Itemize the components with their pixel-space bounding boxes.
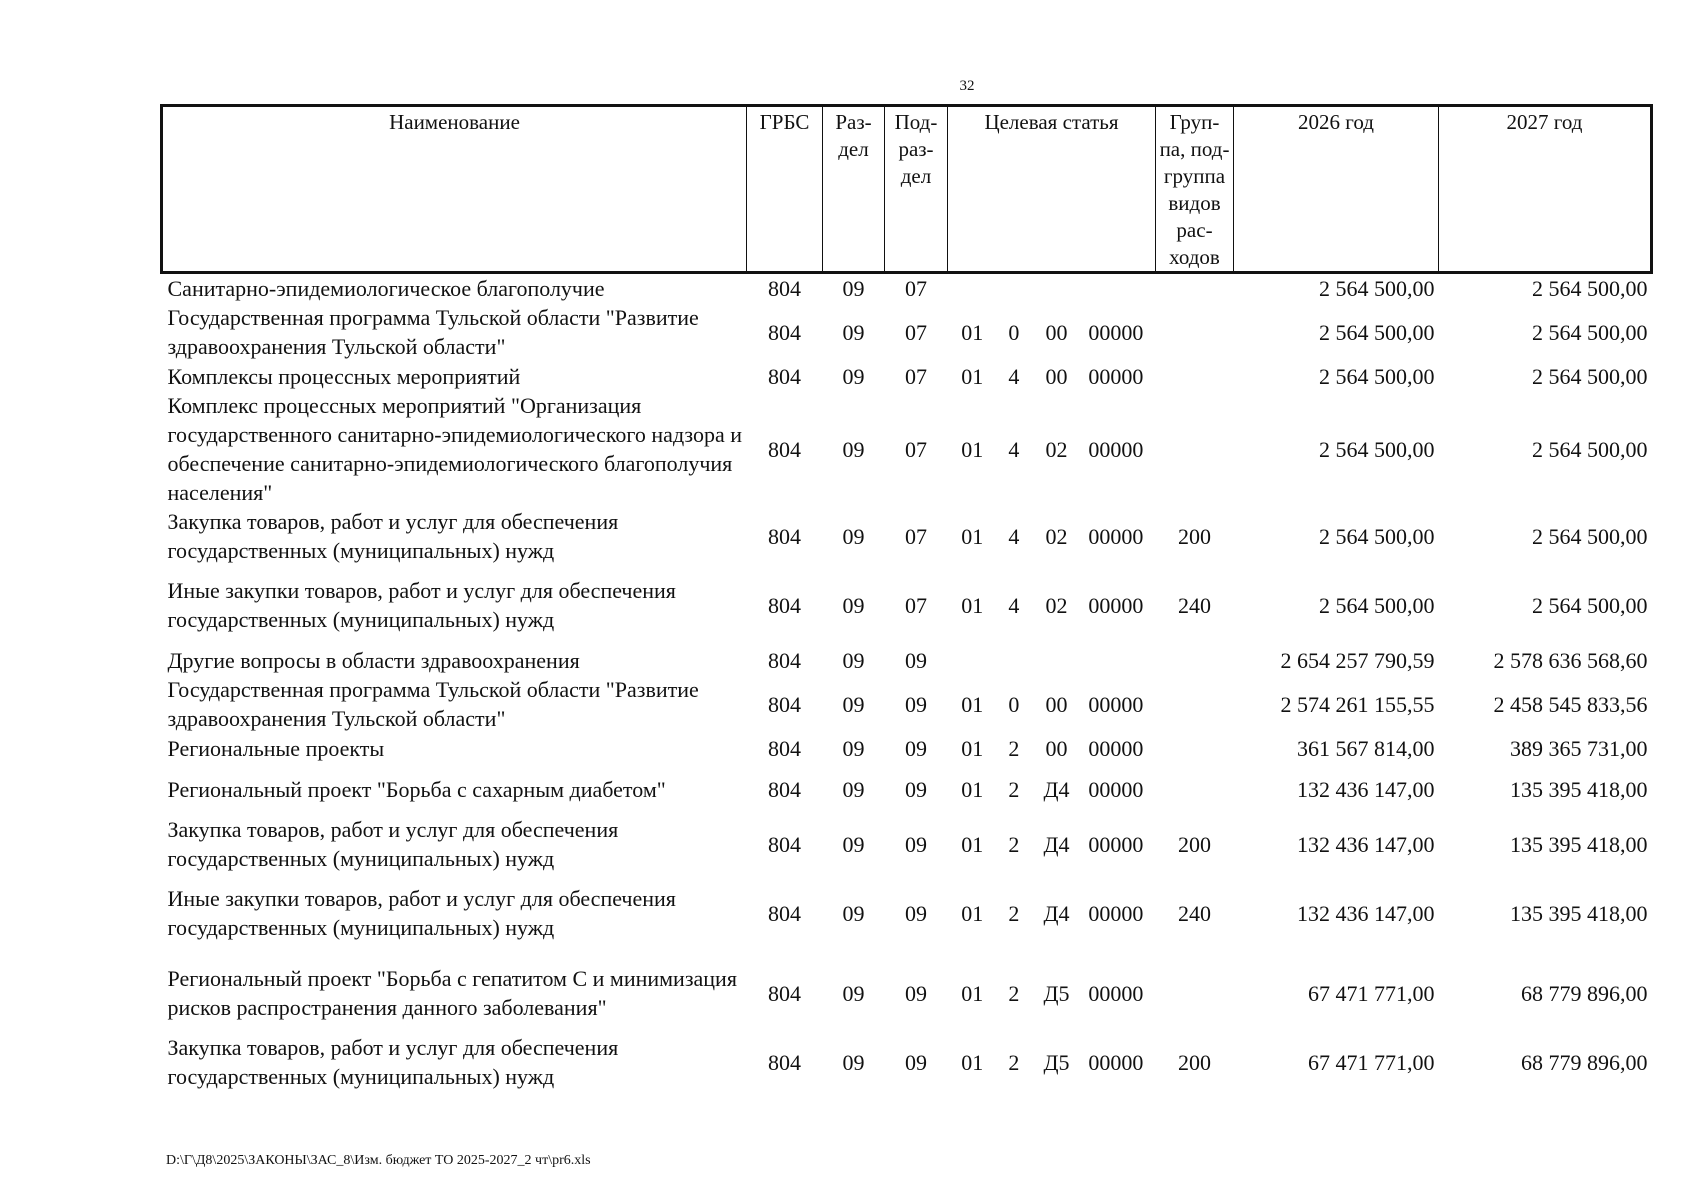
row-amount-2026: 2 564 500,00: [1319, 592, 1435, 618]
row-tselevaya-statya: [948, 273, 1156, 304]
row-tselevaya-statya: [948, 303, 1156, 361]
row-amount-2026: 132 436 147,00: [1297, 831, 1435, 857]
budget-table: [160, 104, 1653, 1091]
row-vid-rashodov: 200: [1178, 831, 1211, 857]
cs-program: 01: [961, 691, 984, 717]
row-grbs: 804: [768, 1049, 801, 1075]
row-razdel: 09: [842, 592, 865, 618]
row-amount-2026: 67 471 771,00: [1308, 980, 1435, 1006]
cs-type: 0: [1008, 319, 1020, 345]
cs-program: 01: [961, 776, 984, 802]
row-podrazdel: 07: [905, 276, 927, 301]
row-amount-2027: 68 779 896,00: [1521, 980, 1648, 1006]
cs-structural: 00: [1045, 691, 1068, 717]
row-tselevaya-statya: [948, 1033, 1156, 1091]
row-amount-2026: 67 471 771,00: [1308, 1049, 1435, 1075]
table-row: [162, 1033, 1652, 1091]
cs-structural: Д4: [1043, 900, 1070, 926]
cs-structural: Д4: [1043, 776, 1070, 802]
row-podrazdel: 09: [905, 735, 927, 761]
row-grbs: 804: [768, 436, 801, 462]
cs-program: 01: [961, 1049, 984, 1075]
row-vid-rashodov: 240: [1178, 900, 1211, 926]
row-razdel: 09: [842, 647, 865, 673]
table-row: [162, 391, 1652, 507]
header-gruppa-vidov-rashodov: Груп- па, под- группа видов рас- ходов: [1156, 106, 1234, 273]
row-amount-2027: 135 395 418,00: [1510, 776, 1648, 802]
row-grbs: 804: [768, 523, 801, 549]
row-grbs: 804: [768, 276, 801, 301]
row-tselevaya-statya: [948, 815, 1156, 873]
cs-program: 01: [961, 363, 984, 389]
row-razdel: 09: [842, 276, 865, 301]
row-grbs: 804: [768, 831, 801, 857]
row-razdel: 09: [842, 436, 865, 462]
row-razdel: 09: [842, 900, 865, 926]
row-razdel: 09: [842, 735, 865, 761]
header-grbs: ГРБС: [747, 106, 823, 273]
row-grbs: 804: [768, 735, 801, 761]
row-vid-rashodov: [1156, 361, 1234, 391]
row-amount-2027: 2 564 500,00: [1532, 276, 1648, 301]
table-row: [162, 361, 1652, 391]
header-2026: 2026 год: [1234, 106, 1439, 273]
table-row: [162, 873, 1652, 953]
row-vid-rashodov: [1156, 953, 1234, 1033]
row-tselevaya-statya: [948, 733, 1156, 763]
row-podrazdel: 09: [905, 647, 927, 673]
header-podrazdel: Под- раз- дел: [885, 106, 948, 273]
header-2027: 2027 год: [1439, 106, 1652, 273]
table-row: [162, 273, 1652, 304]
cs-structural: 00: [1045, 319, 1068, 345]
row-amount-2026: 2 564 500,00: [1319, 319, 1435, 345]
cs-program: 01: [961, 831, 984, 857]
row-tselevaya-statya: [948, 361, 1156, 391]
row-podrazdel: 07: [905, 363, 927, 389]
row-tselevaya-statya: [948, 763, 1156, 815]
row-name: Другие вопросы в области здравоохранения: [167, 647, 580, 673]
header-tselevaya-statya: Целевая статья: [948, 106, 1156, 273]
cs-structural: 02: [1045, 523, 1068, 549]
cs-direction: 00000: [1088, 900, 1144, 926]
cs-direction: 00000: [1088, 980, 1144, 1006]
row-vid-rashodov: [1156, 391, 1234, 507]
table-row: [162, 303, 1652, 361]
cs-structural: 00: [1045, 363, 1068, 389]
file-path: D:\Г\Д8\2025\ЗАКОНЫ\ЗАС_8\Изм. бюджет ТО 2025-2027_2 чт\pr6.xls: [166, 1153, 591, 1168]
row-name: Закупка товаров, работ и услуг для обеспечения государственных (муниципальных) нужд: [167, 817, 619, 871]
row-tselevaya-statya: [948, 873, 1156, 953]
row-amount-2026: 2 654 257 790,59: [1280, 647, 1435, 673]
cs-structural: Д5: [1043, 980, 1070, 1006]
row-vid-rashodov: [1156, 645, 1234, 675]
row-amount-2026: 132 436 147,00: [1297, 776, 1435, 802]
row-name: Комплексы процессных мероприятий: [167, 363, 521, 389]
row-podrazdel: 09: [905, 776, 927, 802]
table-row: [162, 507, 1652, 565]
row-amount-2027: 135 395 418,00: [1510, 831, 1648, 857]
row-name: Закупка товаров, работ и услуг для обеспечения государственных (муниципальных) нужд: [167, 1035, 619, 1089]
row-tselevaya-statya: [948, 391, 1156, 507]
row-podrazdel: 09: [905, 691, 927, 717]
row-tselevaya-statya: [948, 645, 1156, 675]
row-grbs: 804: [768, 592, 801, 618]
row-amount-2026: 2 564 500,00: [1319, 523, 1435, 549]
row-amount-2027: 135 395 418,00: [1510, 900, 1648, 926]
row-vid-rashodov: 200: [1178, 523, 1211, 549]
cs-type: 4: [1008, 523, 1020, 549]
cs-type: 4: [1008, 592, 1020, 618]
page-number-text: 32: [959, 78, 975, 94]
row-name: Иные закупки товаров, работ и услуг для обеспечения государственных (муниципальных) нужд: [167, 886, 676, 940]
cs-program: 01: [961, 523, 984, 549]
row-tselevaya-statya: [948, 507, 1156, 565]
cs-program: 01: [961, 592, 984, 618]
page-number: [0, 78, 1694, 95]
row-amount-2027: 389 365 731,00: [1510, 735, 1648, 761]
row-razdel: 09: [842, 980, 865, 1006]
row-tselevaya-statya: [948, 953, 1156, 1033]
cs-program: 01: [961, 735, 984, 761]
cs-structural: Д4: [1043, 831, 1070, 857]
row-vid-rashodov: [1156, 763, 1234, 815]
table-row: [162, 645, 1652, 675]
table-body: [162, 273, 1652, 1092]
row-amount-2026: 2 574 261 155,55: [1280, 691, 1435, 717]
cs-direction: 00000: [1088, 363, 1144, 389]
row-grbs: 804: [768, 691, 801, 717]
row-amount-2027: 2 458 545 833,56: [1493, 691, 1648, 717]
row-vid-rashodov: [1156, 733, 1234, 763]
row-podrazdel: 07: [905, 523, 927, 549]
row-amount-2026: 2 564 500,00: [1319, 363, 1435, 389]
cs-program: 01: [961, 436, 984, 462]
row-vid-rashodov: 200: [1178, 1049, 1211, 1075]
cs-direction: 00000: [1088, 691, 1144, 717]
cs-structural: Д5: [1043, 1049, 1070, 1075]
cs-direction: 00000: [1088, 735, 1144, 761]
table-row: [162, 763, 1652, 815]
cs-structural: 02: [1045, 592, 1068, 618]
row-podrazdel: 09: [905, 980, 927, 1006]
row-grbs: 804: [768, 776, 801, 802]
cs-direction: 00000: [1088, 592, 1144, 618]
cs-type: 2: [1008, 776, 1020, 802]
row-amount-2027: 2 564 500,00: [1532, 523, 1648, 549]
cs-direction: 00000: [1088, 319, 1144, 345]
row-name: Государственная программа Тульской области "Развитие здравоохранения Тульской области": [167, 677, 699, 731]
row-razdel: 09: [842, 831, 865, 857]
table-row: [162, 733, 1652, 763]
row-amount-2026: 2 564 500,00: [1319, 436, 1435, 462]
cs-direction: 00000: [1088, 523, 1144, 549]
row-podrazdel: 07: [905, 319, 927, 345]
row-amount-2026: 132 436 147,00: [1297, 900, 1435, 926]
row-name: Региональный проект "Борьба с гепатитом С и минимизация рисков распространения данного заболевания": [167, 966, 737, 1020]
row-grbs: 804: [768, 363, 801, 389]
cs-structural: 00: [1045, 735, 1068, 761]
cs-program: 01: [961, 319, 984, 345]
cs-program: 01: [961, 980, 984, 1006]
row-name: Региональный проект "Борьба с сахарным диабетом": [167, 776, 666, 802]
row-name: Комплекс процессных мероприятий "Организация государственного санитарно-эпидемиологического надзора и обеспечение санитарно-эпидемиологического благополучия населения": [167, 393, 743, 505]
row-razdel: 09: [842, 776, 865, 802]
table-row: [162, 953, 1652, 1033]
table-row: [162, 815, 1652, 873]
cs-direction: 00000: [1088, 776, 1144, 802]
budget-sheet: [160, 104, 1650, 1091]
cs-type: 2: [1008, 735, 1020, 761]
header-razdel: Раз- дел: [823, 106, 885, 273]
row-amount-2027: 68 779 896,00: [1521, 1049, 1648, 1075]
row-razdel: 09: [842, 691, 865, 717]
cs-type: 4: [1008, 363, 1020, 389]
row-name: Иные закупки товаров, работ и услуг для обеспечения государственных (муниципальных) нужд: [167, 578, 676, 632]
header-name: Наименование: [162, 106, 747, 273]
cs-direction: 00000: [1088, 1049, 1144, 1075]
row-vid-rashodov: 240: [1178, 592, 1211, 618]
cs-direction: 00000: [1088, 436, 1144, 462]
cs-direction: 00000: [1088, 831, 1144, 857]
row-tselevaya-statya: [948, 675, 1156, 733]
row-grbs: 804: [768, 900, 801, 926]
header-row: [162, 106, 1652, 273]
cs-structural: 02: [1045, 436, 1068, 462]
row-name: Закупка товаров, работ и услуг для обеспечения государственных (муниципальных) нужд: [167, 509, 619, 563]
row-vid-rashodov: [1156, 303, 1234, 361]
row-tselevaya-statya: [948, 565, 1156, 645]
row-podrazdel: 09: [905, 1049, 927, 1075]
row-podrazdel: 09: [905, 900, 927, 926]
cs-type: 0: [1008, 691, 1020, 717]
row-amount-2027: 2 578 636 568,60: [1493, 647, 1648, 673]
row-name: Государственная программа Тульской области "Развитие здравоохранения Тульской области": [167, 305, 699, 359]
row-vid-rashodov: [1156, 675, 1234, 733]
row-amount-2027: 2 564 500,00: [1532, 319, 1648, 345]
row-podrazdel: 07: [905, 592, 927, 618]
cs-type: 4: [1008, 436, 1020, 462]
row-amount-2027: 2 564 500,00: [1532, 363, 1648, 389]
row-podrazdel: 09: [905, 831, 927, 857]
cs-type: 2: [1008, 1049, 1020, 1075]
cs-type: 2: [1008, 831, 1020, 857]
row-razdel: 09: [842, 319, 865, 345]
row-amount-2027: 2 564 500,00: [1532, 592, 1648, 618]
row-name: Региональные проекты: [167, 735, 385, 761]
row-amount-2027: 2 564 500,00: [1532, 436, 1648, 462]
row-grbs: 804: [768, 647, 801, 673]
row-grbs: 804: [768, 980, 801, 1006]
cs-type: 2: [1008, 980, 1020, 1006]
row-podrazdel: 07: [905, 436, 927, 462]
cs-program: 01: [961, 900, 984, 926]
row-name: Санитарно-эпидемиологическое благополучие: [167, 276, 605, 301]
cs-type: 2: [1008, 900, 1020, 926]
table-row: [162, 565, 1652, 645]
row-razdel: 09: [842, 363, 865, 389]
row-vid-rashodov: [1156, 273, 1234, 304]
table-row: [162, 675, 1652, 733]
row-razdel: 09: [842, 523, 865, 549]
row-razdel: 09: [842, 1049, 865, 1075]
row-amount-2026: 361 567 814,00: [1297, 735, 1435, 761]
row-grbs: 804: [768, 319, 801, 345]
row-amount-2026: 2 564 500,00: [1319, 276, 1435, 301]
